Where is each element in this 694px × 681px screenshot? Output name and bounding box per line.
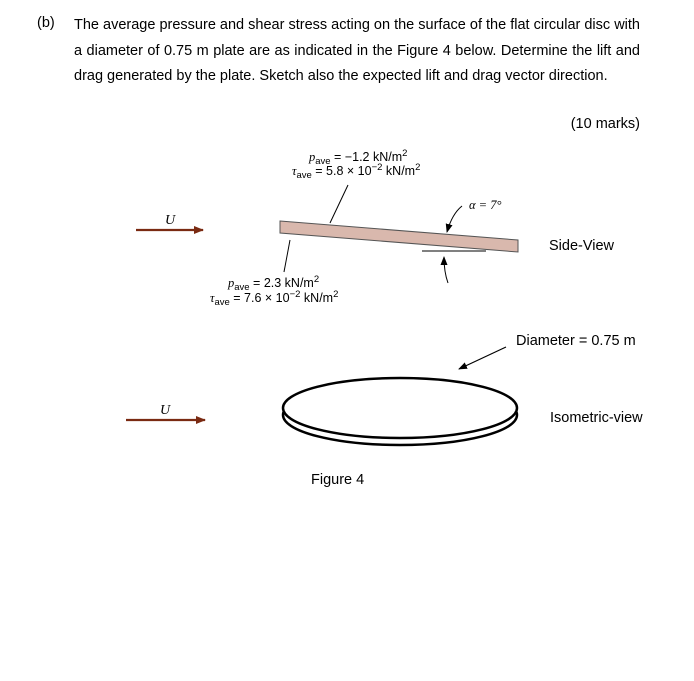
angle-label: α = 7°: [469, 198, 502, 212]
disc-top-surface: [283, 378, 517, 438]
lower-leader-line: [284, 240, 290, 272]
diameter-label: Diameter = 0.75 m: [516, 333, 636, 349]
question-number: (b): [37, 15, 55, 31]
flow-label-isometric: U: [160, 403, 171, 418]
side-view-label: Side-View: [549, 238, 615, 254]
figure-caption: Figure 4: [311, 472, 365, 488]
lower-pressure-label: $p_{ave} = 2.3$ $kN/m^2$: [228, 274, 320, 293]
isometric-view-label: Isometric-view: [550, 410, 643, 426]
upper-shear-label: $\tau_{ave} = 5.8 \times 10^{-2}$ $kN/m^2$: [292, 162, 421, 181]
angle-arc-lower: [444, 257, 448, 283]
lower-shear-label: $\tau_{ave} = 7.6 \times 10^{-2}$ $kN/m^2$: [210, 289, 339, 308]
marks-label: (10 marks): [570, 116, 640, 132]
question-text: The average pressure and shear stress acting on the surface of the flat circular disc with a diameter of 0.75 m plate are as indicated in the Figure 4 below. Determine the lift and drag generated by the plate. Sketch also the expected lift and drag vector direction.: [74, 17, 640, 84]
flow-label-side: U: [165, 213, 176, 228]
upper-leader-line: [330, 185, 348, 223]
angle-arc-upper: [447, 206, 462, 232]
diameter-pointer: [459, 347, 506, 369]
inclined-plate: [280, 221, 518, 252]
upper-pressure-label: $p_{ave} = -1.2$ $kN/m^2$: [309, 148, 408, 167]
